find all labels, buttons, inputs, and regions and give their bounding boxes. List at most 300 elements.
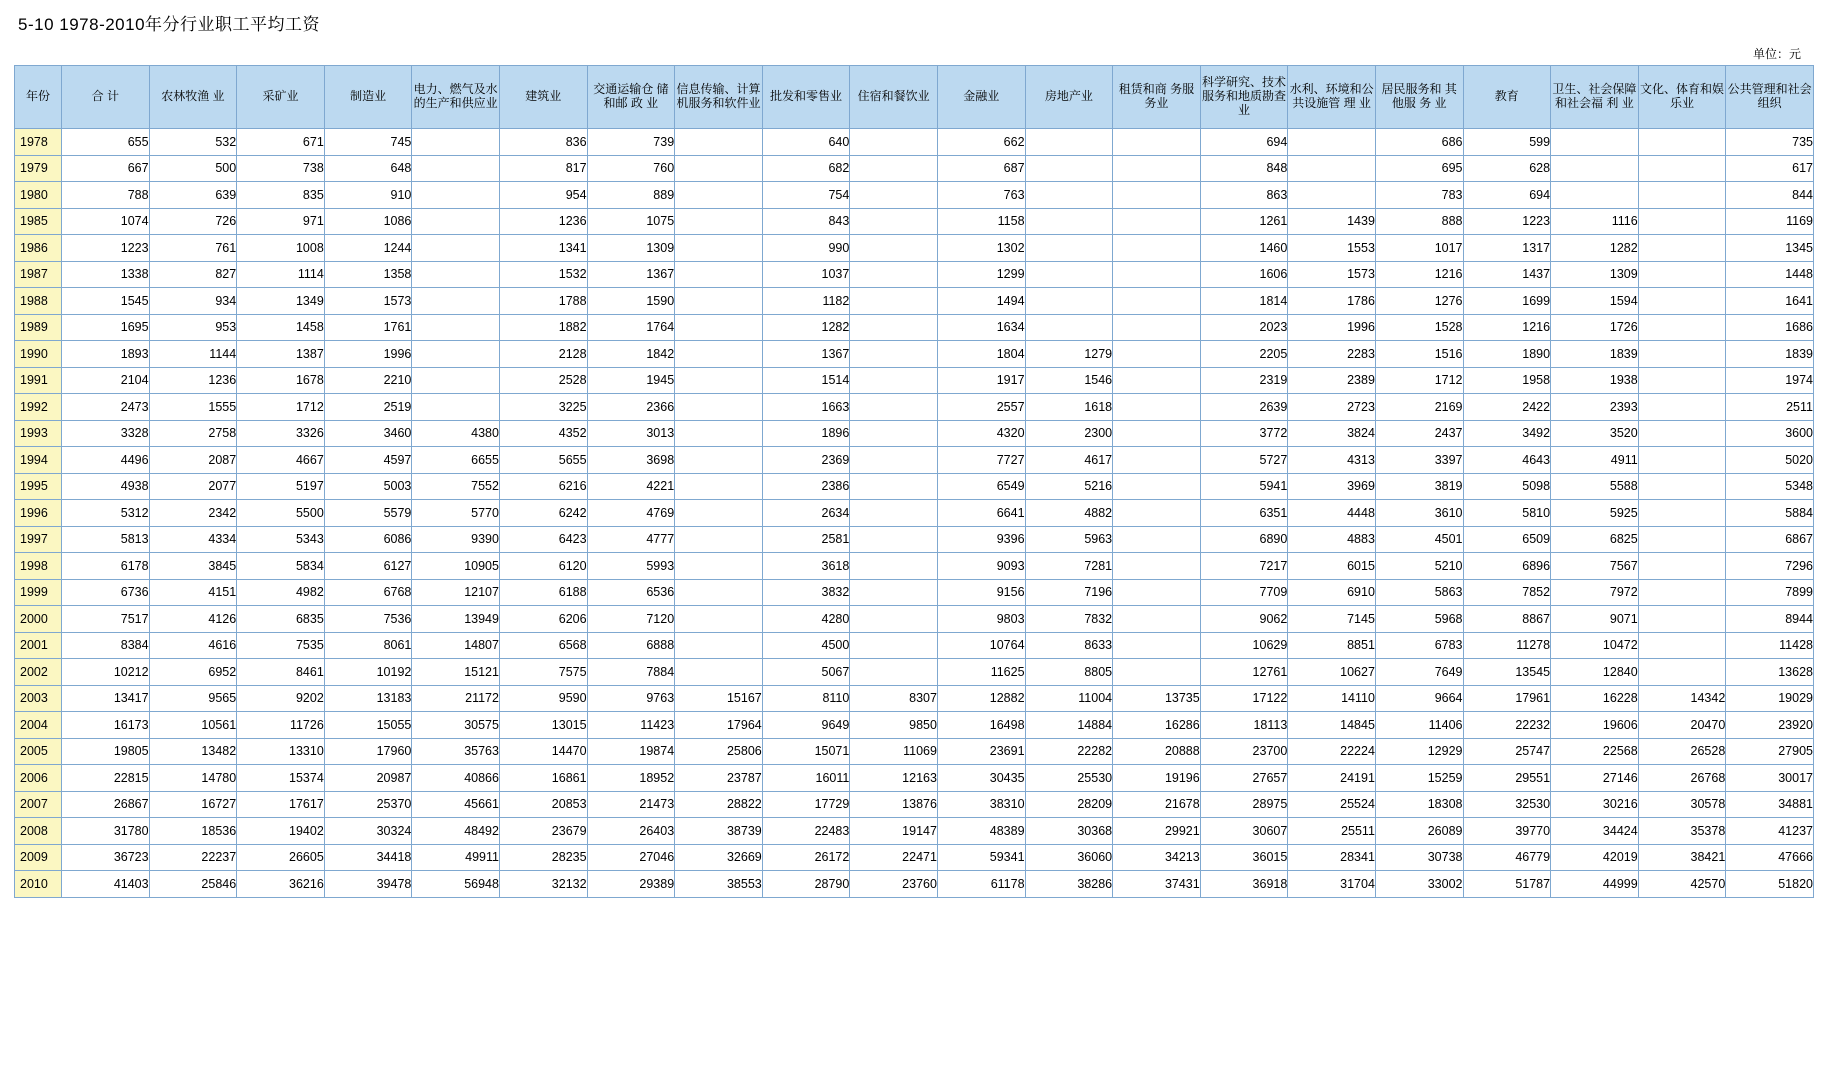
data-cell: 1276	[1375, 288, 1463, 315]
data-cell: 20888	[1113, 738, 1201, 765]
data-cell: 11406	[1375, 712, 1463, 739]
data-cell: 4448	[1288, 500, 1376, 527]
data-cell	[1113, 314, 1201, 341]
data-cell: 34424	[1551, 818, 1639, 845]
data-cell: 7517	[62, 606, 150, 633]
data-cell: 3520	[1551, 420, 1639, 447]
data-cell: 1974	[1726, 367, 1814, 394]
data-cell	[1638, 579, 1726, 606]
data-cell: 23787	[675, 765, 763, 792]
data-cell: 7217	[1200, 553, 1288, 580]
data-cell	[412, 314, 500, 341]
row-year-cell: 1986	[15, 235, 62, 262]
data-cell: 6867	[1726, 526, 1814, 553]
data-cell: 1345	[1726, 235, 1814, 262]
data-cell: 34213	[1113, 844, 1201, 871]
data-cell: 13417	[62, 685, 150, 712]
data-cell: 23691	[937, 738, 1025, 765]
data-cell: 1618	[1025, 394, 1113, 421]
column-header-16: 教育	[1463, 66, 1551, 129]
data-cell: 639	[149, 182, 237, 209]
data-cell: 3618	[762, 553, 850, 580]
data-cell	[1638, 606, 1726, 633]
column-header-2: 采矿业	[237, 66, 325, 129]
table-row	[15, 791, 1814, 818]
data-cell: 5993	[587, 553, 675, 580]
column-header-18: 文化、体育和娱乐业	[1638, 66, 1726, 129]
table-row	[15, 182, 1814, 209]
data-cell: 7972	[1551, 579, 1639, 606]
data-cell: 11278	[1463, 632, 1551, 659]
data-cell: 3013	[587, 420, 675, 447]
data-cell	[1638, 155, 1726, 182]
column-header-5: 建筑业	[499, 66, 587, 129]
data-cell	[675, 579, 763, 606]
wage-statistics-table	[14, 65, 1814, 898]
row-year-cell: 1998	[15, 553, 62, 580]
row-year-cell: 1990	[15, 341, 62, 368]
data-cell: 4617	[1025, 447, 1113, 474]
data-cell: 10192	[324, 659, 412, 686]
data-cell	[1113, 129, 1201, 156]
data-cell: 1460	[1200, 235, 1288, 262]
data-cell	[1113, 261, 1201, 288]
data-cell: 1282	[1551, 235, 1639, 262]
data-cell: 1938	[1551, 367, 1639, 394]
data-cell	[850, 261, 938, 288]
data-cell: 1788	[499, 288, 587, 315]
data-cell: 15055	[324, 712, 412, 739]
data-cell	[1113, 420, 1201, 447]
data-cell	[850, 182, 938, 209]
data-cell: 35378	[1638, 818, 1726, 845]
data-cell: 5925	[1551, 500, 1639, 527]
data-cell: 15259	[1375, 765, 1463, 792]
column-header-11: 房地产业	[1025, 66, 1113, 129]
column-header-year: 年份	[15, 66, 62, 129]
data-cell: 4883	[1288, 526, 1376, 553]
data-cell: 7575	[499, 659, 587, 686]
data-cell: 42019	[1551, 844, 1639, 871]
table-row	[15, 447, 1814, 474]
data-cell: 31704	[1288, 871, 1376, 898]
data-cell: 1282	[762, 314, 850, 341]
data-cell: 5003	[324, 473, 412, 500]
data-cell: 6896	[1463, 553, 1551, 580]
data-cell: 30368	[1025, 818, 1113, 845]
data-cell	[675, 341, 763, 368]
table-row	[15, 685, 1814, 712]
data-cell	[412, 182, 500, 209]
data-cell	[675, 659, 763, 686]
data-cell: 3845	[149, 553, 237, 580]
data-cell: 1893	[62, 341, 150, 368]
data-cell: 9062	[1200, 606, 1288, 633]
data-cell: 1317	[1463, 235, 1551, 262]
data-cell: 6736	[62, 579, 150, 606]
data-cell	[675, 420, 763, 447]
data-cell	[675, 261, 763, 288]
data-cell: 1367	[762, 341, 850, 368]
data-cell: 1302	[937, 235, 1025, 262]
data-cell: 1546	[1025, 367, 1113, 394]
data-cell: 8384	[62, 632, 150, 659]
data-cell: 2393	[1551, 394, 1639, 421]
row-year-cell: 2007	[15, 791, 62, 818]
data-cell: 22237	[149, 844, 237, 871]
table-row	[15, 659, 1814, 686]
data-cell: 1074	[62, 208, 150, 235]
data-cell: 8061	[324, 632, 412, 659]
data-cell: 3225	[499, 394, 587, 421]
data-cell: 1086	[324, 208, 412, 235]
data-cell: 56948	[412, 871, 500, 898]
data-cell: 1686	[1726, 314, 1814, 341]
data-cell: 1387	[237, 341, 325, 368]
data-cell: 41237	[1726, 818, 1814, 845]
data-cell: 16173	[62, 712, 150, 739]
data-cell: 11004	[1025, 685, 1113, 712]
row-year-cell: 2009	[15, 844, 62, 871]
data-cell: 990	[762, 235, 850, 262]
data-cell: 28790	[762, 871, 850, 898]
data-cell: 2511	[1726, 394, 1814, 421]
data-cell: 16286	[1113, 712, 1201, 739]
table-row	[15, 288, 1814, 315]
column-header-19: 公共管理和社会组织	[1726, 66, 1814, 129]
data-cell: 4616	[149, 632, 237, 659]
data-cell: 11428	[1726, 632, 1814, 659]
data-cell: 44999	[1551, 871, 1639, 898]
row-year-cell: 1999	[15, 579, 62, 606]
data-cell: 2104	[62, 367, 150, 394]
data-cell: 26605	[237, 844, 325, 871]
data-cell: 763	[937, 182, 1025, 209]
data-cell: 14780	[149, 765, 237, 792]
data-cell	[850, 500, 938, 527]
column-header-6: 交通运输仓 储 和邮 政 业	[587, 66, 675, 129]
data-cell: 1341	[499, 235, 587, 262]
data-cell: 7899	[1726, 579, 1814, 606]
data-cell: 25370	[324, 791, 412, 818]
data-cell: 13545	[1463, 659, 1551, 686]
table-row	[15, 738, 1814, 765]
data-cell	[1638, 420, 1726, 447]
data-cell	[1638, 208, 1726, 235]
data-cell	[412, 129, 500, 156]
data-cell: 13482	[149, 738, 237, 765]
data-cell: 1996	[324, 341, 412, 368]
data-cell: 30017	[1726, 765, 1814, 792]
data-cell: 4380	[412, 420, 500, 447]
data-cell: 19402	[237, 818, 325, 845]
data-cell: 14845	[1288, 712, 1376, 739]
table-row	[15, 765, 1814, 792]
data-cell: 6768	[324, 579, 412, 606]
data-cell: 25747	[1463, 738, 1551, 765]
data-cell	[1288, 155, 1376, 182]
data-cell: 5216	[1025, 473, 1113, 500]
data-cell	[1288, 129, 1376, 156]
data-cell	[675, 553, 763, 580]
data-cell: 30738	[1375, 844, 1463, 871]
data-cell: 9093	[937, 553, 1025, 580]
data-cell: 3824	[1288, 420, 1376, 447]
data-cell: 5834	[237, 553, 325, 580]
table-row	[15, 394, 1814, 421]
data-cell: 2077	[149, 473, 237, 500]
data-cell: 28822	[675, 791, 763, 818]
data-cell	[850, 235, 938, 262]
data-cell	[1025, 182, 1113, 209]
data-cell: 1606	[1200, 261, 1288, 288]
data-cell	[1025, 261, 1113, 288]
data-cell	[1113, 235, 1201, 262]
data-cell: 14110	[1288, 685, 1376, 712]
data-cell: 739	[587, 129, 675, 156]
data-cell: 599	[1463, 129, 1551, 156]
data-cell: 7832	[1025, 606, 1113, 633]
data-cell: 23920	[1726, 712, 1814, 739]
data-cell: 1516	[1375, 341, 1463, 368]
data-cell: 12840	[1551, 659, 1639, 686]
data-cell	[850, 473, 938, 500]
data-cell: 754	[762, 182, 850, 209]
data-cell	[1638, 659, 1726, 686]
data-cell: 1437	[1463, 261, 1551, 288]
data-cell: 19029	[1726, 685, 1814, 712]
data-cell: 36060	[1025, 844, 1113, 871]
data-cell	[1025, 288, 1113, 315]
data-cell: 9396	[937, 526, 1025, 553]
data-cell: 1216	[1463, 314, 1551, 341]
data-cell	[850, 129, 938, 156]
data-cell: 10905	[412, 553, 500, 580]
data-cell: 17961	[1463, 685, 1551, 712]
data-cell: 45661	[412, 791, 500, 818]
data-cell: 1726	[1551, 314, 1639, 341]
row-year-cell: 1988	[15, 288, 62, 315]
data-cell	[1113, 341, 1201, 368]
data-cell	[675, 394, 763, 421]
data-cell: 1075	[587, 208, 675, 235]
data-cell	[1638, 341, 1726, 368]
data-cell	[1638, 314, 1726, 341]
data-cell	[1025, 208, 1113, 235]
data-cell	[1638, 500, 1726, 527]
data-cell: 10561	[149, 712, 237, 739]
data-cell: 7536	[324, 606, 412, 633]
data-cell: 34881	[1726, 791, 1814, 818]
data-cell: 827	[149, 261, 237, 288]
data-cell	[412, 367, 500, 394]
column-header-13: 科学研究、技术服务和地质勘查业	[1200, 66, 1288, 129]
data-cell: 8944	[1726, 606, 1814, 633]
data-cell: 2087	[149, 447, 237, 474]
data-cell: 26867	[62, 791, 150, 818]
data-cell: 7296	[1726, 553, 1814, 580]
data-cell: 9390	[412, 526, 500, 553]
data-cell: 33002	[1375, 871, 1463, 898]
data-cell	[1113, 155, 1201, 182]
data-cell: 1309	[587, 235, 675, 262]
data-cell: 7884	[587, 659, 675, 686]
data-cell: 1804	[937, 341, 1025, 368]
data-cell	[675, 526, 763, 553]
data-cell: 23679	[499, 818, 587, 845]
data-cell: 38553	[675, 871, 763, 898]
row-year-cell: 1997	[15, 526, 62, 553]
data-cell: 6127	[324, 553, 412, 580]
row-year-cell: 1989	[15, 314, 62, 341]
data-cell: 2437	[1375, 420, 1463, 447]
data-cell: 8307	[850, 685, 938, 712]
data-cell: 28341	[1288, 844, 1376, 871]
column-header-8: 批发和零售业	[762, 66, 850, 129]
data-cell: 48492	[412, 818, 500, 845]
data-cell: 16727	[149, 791, 237, 818]
data-cell: 6086	[324, 526, 412, 553]
data-cell: 1917	[937, 367, 1025, 394]
data-cell: 888	[1375, 208, 1463, 235]
data-cell: 1590	[587, 288, 675, 315]
data-cell: 19196	[1113, 765, 1201, 792]
data-cell: 6015	[1288, 553, 1376, 580]
data-cell: 14342	[1638, 685, 1726, 712]
data-cell	[412, 261, 500, 288]
data-cell: 5770	[412, 500, 500, 527]
data-cell: 18308	[1375, 791, 1463, 818]
data-cell: 6216	[499, 473, 587, 500]
data-cell	[850, 579, 938, 606]
data-cell	[675, 235, 763, 262]
data-cell: 16228	[1551, 685, 1639, 712]
data-cell: 27905	[1726, 738, 1814, 765]
data-cell: 4334	[149, 526, 237, 553]
data-cell: 26768	[1638, 765, 1726, 792]
data-cell: 738	[237, 155, 325, 182]
data-cell: 1532	[499, 261, 587, 288]
data-cell: 3832	[762, 579, 850, 606]
data-cell: 848	[1200, 155, 1288, 182]
data-cell: 6536	[587, 579, 675, 606]
data-cell	[1551, 182, 1639, 209]
data-cell: 5810	[1463, 500, 1551, 527]
data-cell: 6242	[499, 500, 587, 527]
data-cell: 9803	[937, 606, 1025, 633]
row-year-cell: 2000	[15, 606, 62, 633]
data-cell: 6568	[499, 632, 587, 659]
data-cell	[850, 553, 938, 580]
data-cell: 4667	[237, 447, 325, 474]
data-cell	[675, 606, 763, 633]
data-cell: 1017	[1375, 235, 1463, 262]
data-cell: 4352	[499, 420, 587, 447]
data-cell: 2639	[1200, 394, 1288, 421]
data-cell: 9590	[499, 685, 587, 712]
data-cell: 25511	[1288, 818, 1376, 845]
table-row	[15, 341, 1814, 368]
data-cell	[850, 606, 938, 633]
data-cell: 13949	[412, 606, 500, 633]
data-cell	[675, 155, 763, 182]
data-cell: 2557	[937, 394, 1025, 421]
data-cell: 18952	[587, 765, 675, 792]
data-cell: 7281	[1025, 553, 1113, 580]
data-cell: 32669	[675, 844, 763, 871]
table-row	[15, 606, 1814, 633]
data-cell: 1169	[1726, 208, 1814, 235]
data-cell	[675, 473, 763, 500]
data-cell: 7535	[237, 632, 325, 659]
data-cell: 1037	[762, 261, 850, 288]
data-cell	[850, 288, 938, 315]
data-cell: 1553	[1288, 235, 1376, 262]
data-cell: 39770	[1463, 818, 1551, 845]
data-cell: 1223	[62, 235, 150, 262]
data-cell: 30435	[937, 765, 1025, 792]
data-cell: 46779	[1463, 844, 1551, 871]
data-cell: 910	[324, 182, 412, 209]
data-cell: 1764	[587, 314, 675, 341]
data-cell: 1678	[237, 367, 325, 394]
data-cell: 889	[587, 182, 675, 209]
data-cell: 23760	[850, 871, 938, 898]
table-header	[15, 66, 1814, 129]
row-year-cell: 1985	[15, 208, 62, 235]
data-cell: 835	[237, 182, 325, 209]
data-cell: 30575	[412, 712, 500, 739]
column-header-4: 电力、燃气及水的生产和供应业	[412, 66, 500, 129]
data-cell: 5312	[62, 500, 150, 527]
data-cell: 19147	[850, 818, 938, 845]
data-cell	[1113, 394, 1201, 421]
data-cell: 6641	[937, 500, 1025, 527]
data-cell: 1216	[1375, 261, 1463, 288]
data-cell: 5579	[324, 500, 412, 527]
data-cell: 51820	[1726, 871, 1814, 898]
data-cell: 5963	[1025, 526, 1113, 553]
data-cell: 3772	[1200, 420, 1288, 447]
data-cell: 5500	[237, 500, 325, 527]
data-cell: 745	[324, 129, 412, 156]
row-year-cell: 1991	[15, 367, 62, 394]
data-cell: 1996	[1288, 314, 1376, 341]
data-cell	[675, 447, 763, 474]
data-cell: 14884	[1025, 712, 1113, 739]
table-row	[15, 632, 1814, 659]
row-year-cell: 1992	[15, 394, 62, 421]
data-cell	[850, 394, 938, 421]
column-header-12: 租赁和商 务服务业	[1113, 66, 1201, 129]
data-cell: 1528	[1375, 314, 1463, 341]
data-cell: 9850	[850, 712, 938, 739]
data-cell: 6423	[499, 526, 587, 553]
data-cell: 783	[1375, 182, 1463, 209]
column-header-14: 水利、环境和公共设施管 理 业	[1288, 66, 1376, 129]
data-cell: 1839	[1726, 341, 1814, 368]
data-cell: 6120	[499, 553, 587, 580]
table-row	[15, 129, 1814, 156]
data-cell: 22483	[762, 818, 850, 845]
data-cell	[850, 526, 938, 553]
data-cell: 2210	[324, 367, 412, 394]
data-cell: 1712	[1375, 367, 1463, 394]
data-cell: 4597	[324, 447, 412, 474]
data-cell: 6890	[1200, 526, 1288, 553]
data-cell	[850, 447, 938, 474]
data-cell: 1349	[237, 288, 325, 315]
